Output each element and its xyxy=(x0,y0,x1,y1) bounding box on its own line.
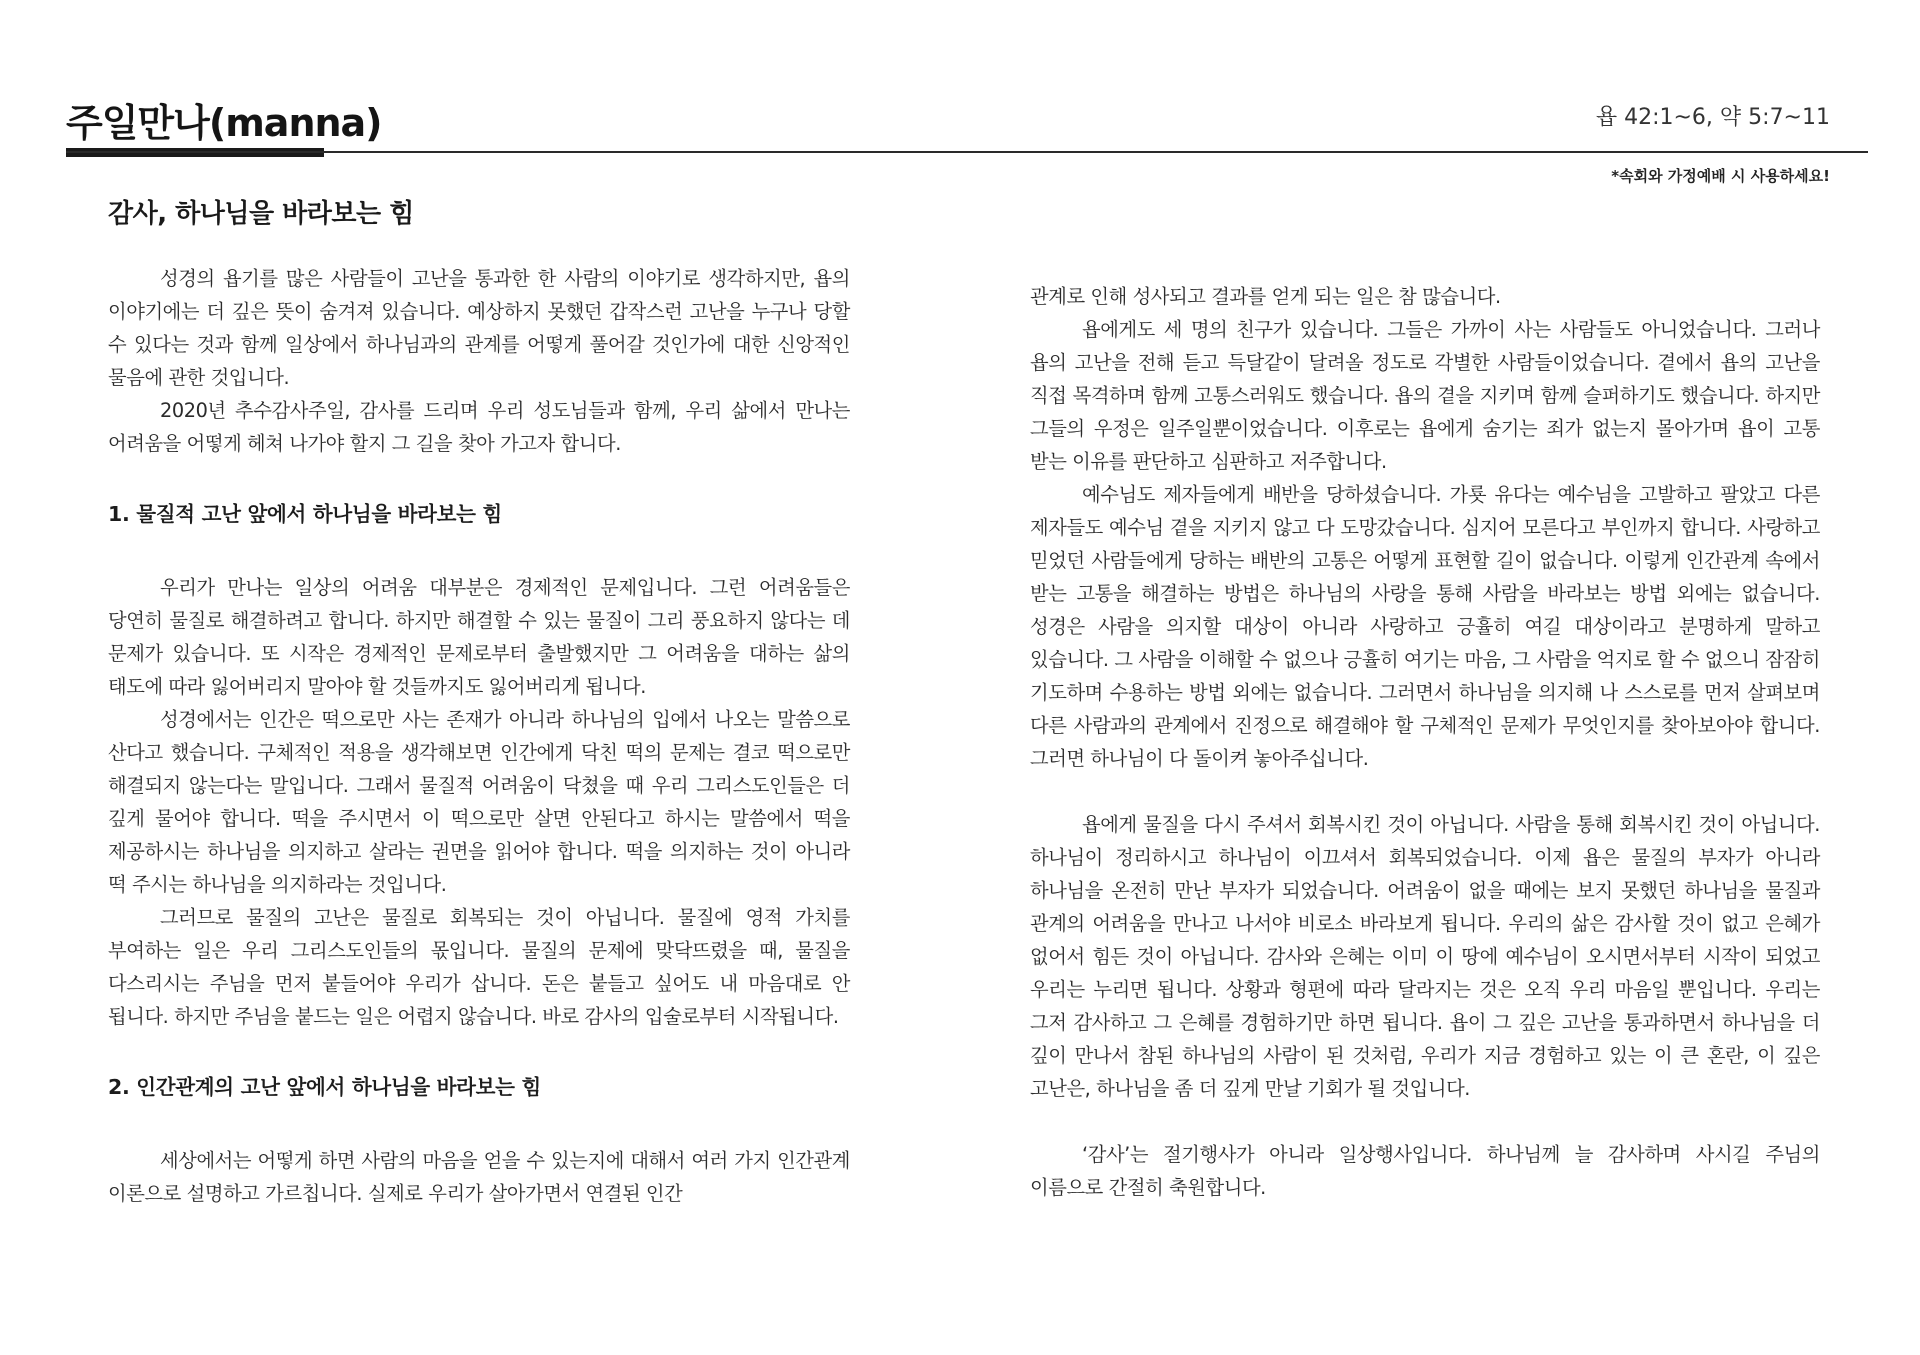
page-title: 주일만나(manna) xyxy=(66,101,382,145)
body-paragraph: 세상에서는 어떻게 하면 사람의 마음을 얻을 수 있는지에 대해서 여러 가지 인간관계 이론으로 설명하고 가르칩니다. 실제로 우리가 살아가면서 연결된 인간 xyxy=(108,1149,850,1205)
continued-paragraph: 관계로 인해 성사되고 결과를 얻게 되는 일은 참 많습니다. xyxy=(1030,285,1501,308)
section-heading-relationship: 2. 인간관계의 고난 앞에서 하나님을 바라보는 힘 xyxy=(108,1075,542,1099)
scripture-reference: 욥 42:1~6, 약 5:7~11 xyxy=(1595,105,1830,130)
section-heading-material: 1. 물질적 고난 앞에서 하나님을 바라보는 힘 xyxy=(108,502,503,526)
usage-note: *속회와 가정예배 시 사용하세요! xyxy=(1611,167,1830,185)
closing-paragraph: ‘감사’는 절기행사가 아니라 일상행사입니다. 하나님께 늘 감사하며 사시길 주님의 이름으로 간절히 축원합니다. xyxy=(1030,1143,1820,1199)
body-paragraph: 우리가 만나는 일상의 어려움 대부분은 경제적인 문제입니다. 그런 어려움들은 당연히 물질로 해결하려고 합니다. 하지만 해결할 수 있는 물질이 그리 풍요하지 않다는 데 문제가 있습니다. 또 시작은 경제적인 문제로부터 출발했지만 그 어려움을 대하는 삶의 태도에 따라 잃어버리지 말아야 할 것들까지도 잃어버리게 됩니다. xyxy=(108,576,850,698)
left-column xyxy=(108,262,850,1210)
body-paragraph: 욥에게 물질을 다시 주셔서 회복시킨 것이 아닙니다. 사람을 통해 회복시킨 것이 아닙니다. 하나님이 정리하시고 하나님이 이끄셔서 회복되었습니다. 이제 욥은 물질의 부자가 아니라 하나님을 온전히 만난 부자가 되었습니다. 어려움이 없을 때에는 보지 못했던 하나님을 물질과 관계의 어려움을 만나고 나서야 비로소 바라보게 됩니다. 우리의 삶은 감사할 것이 없고 은혜가 없어서 힘든 것이 아닙니다. 감사와 은혜는 이미 이 땅에 예수님이 오시면서부터 시작이 되었고 우리는 누리면 됩니다. 상황과 형편에 따라 달라지는 것은 오직 우리 마음일 뿐입니다. 우리는 그저 감사하고 그 은혜를 경험하기만 하면 됩니다. 욥이 그 깊은 고난을 통과하면서 하나님을 더 깊이 만나서 참된 하나님의 사람이 된 것처럼, 우리가 지금 경험하고 있는 이 큰 혼란, 이 깊은 고난은, 하나님을 좀 더 깊게 만날 기회가 될 것입니다. xyxy=(1030,813,1820,1100)
right-column xyxy=(1030,280,1820,1204)
body-paragraph: 예수님도 제자들에게 배반을 당하셨습니다. 가룟 유다는 예수님을 고발하고 팔았고 다른 제자들도 예수님 곁을 지키지 않고 다 도망갔습니다. 심지어 모른다고 부인까지 합니다. 사랑하고 믿었던 사람들에게 당하는 배반의 고통은 어떻게 표현할 길이 없습니다. 이렇게 인간관계 속에서 받는 고통을 해결하는 방법은 하나님의 사랑을 통해 사람을 바라보는 방법 외에는 없습니다. 성경은 사람을 의지할 대상이 아니라 사랑하고 긍휼히 여길 대상이라고 분명하게 말하고 있습니다. 그 사람을 이해할 수 없으나 긍휼히 여기는 마음, 그 사람을 억지로 할 수 없으니 잠잠히 기도하며 수용하는 방법 외에는 없습니다. 그러면서 하나님을 의지해 나 스스로를 먼저 살펴보며 다른 사람과의 관계에서 진정으로 해결해야 할 구체적인 문제가 무엇인지를 찾아보아야 합니다. 그러면 하나님이 다 돌이켜 놓아주십니다. xyxy=(1030,483,1820,770)
article-title: 감사, 하나님을 바라보는 힘 xyxy=(108,199,414,229)
body-paragraph: 성경에서는 인간은 떡으로만 사는 존재가 아니라 하나님의 입에서 나오는 말씀으로 산다고 했습니다. 구체적인 적용을 생각해보면 인간에게 닥친 떡의 문제는 결코 떡으로만 해결되지 않는다는 말입니다. 그래서 물질적 어려움이 닥쳤을 때 우리 그리스도인들은 더 깊게 물어야 합니다. 떡을 주시면서 이 떡으로만 살면 안된다고 하시는 말씀에서 떡을 제공하시는 하나님을 의지하고 살라는 권면을 읽어야 합니다. 떡을 의지하는 것이 아니라 떡 주시는 하나님을 의지하라는 것입니다. xyxy=(108,708,850,896)
intro-paragraph: 2020년 추수감사주일, 감사를 드리며 우리 성도님들과 함께, 우리 삶에서 만나는 어려움을 어떻게 헤쳐 나가야 할지 그 길을 찾아 가고자 합니다. xyxy=(108,399,850,455)
header-divider xyxy=(66,151,1868,153)
intro-paragraph: 성경의 욥기를 많은 사람들이 고난을 통과한 한 사람의 이야기로 생각하지만, 욥의 이야기에는 더 깊은 뜻이 숨겨져 있습니다. 예상하지 못했던 갑작스런 고난을 누구나 당할 수 있다는 것과 함께 일상에서 하나님과의 관계를 어떻게 풀어갈 것인가에 대한 신앙적인 물음에 관한 것입니다. xyxy=(108,267,850,389)
body-paragraph: 그러므로 물질의 고난은 물질로 회복되는 것이 아닙니다. 물질에 영적 가치를 부여하는 일은 우리 그리스도인들의 몫입니다. 물질의 문제에 맞닥뜨렸을 때, 물질을 다스리시는 주님을 먼저 붙들어야 우리가 삽니다. 돈은 붙들고 싶어도 내 마음대로 안 됩니다. 하지만 주님을 붙드는 일은 어렵지 않습니다. 바로 감사의 입술로부터 시작됩니다. xyxy=(108,906,850,1028)
body-paragraph: 욥에게도 세 명의 친구가 있습니다. 그들은 가까이 사는 사람들도 아니었습니다. 그러나 욥의 고난을 전해 듣고 득달같이 달려올 정도로 각별한 사람들이었습니다. 곁에서 욥의 고난을 직접 목격하며 함께 고통스러워도 했습니다. 욥의 곁을 지키며 함께 슬퍼하기도 했습니다. 하지만 그들의 우정은 일주일뿐이었습니다. 이후로는 욥에게 숨기는 죄가 없는지 몰아가며 욥이 고통 받는 이유를 판단하고 심판하고 저주합니다. xyxy=(1030,318,1820,473)
